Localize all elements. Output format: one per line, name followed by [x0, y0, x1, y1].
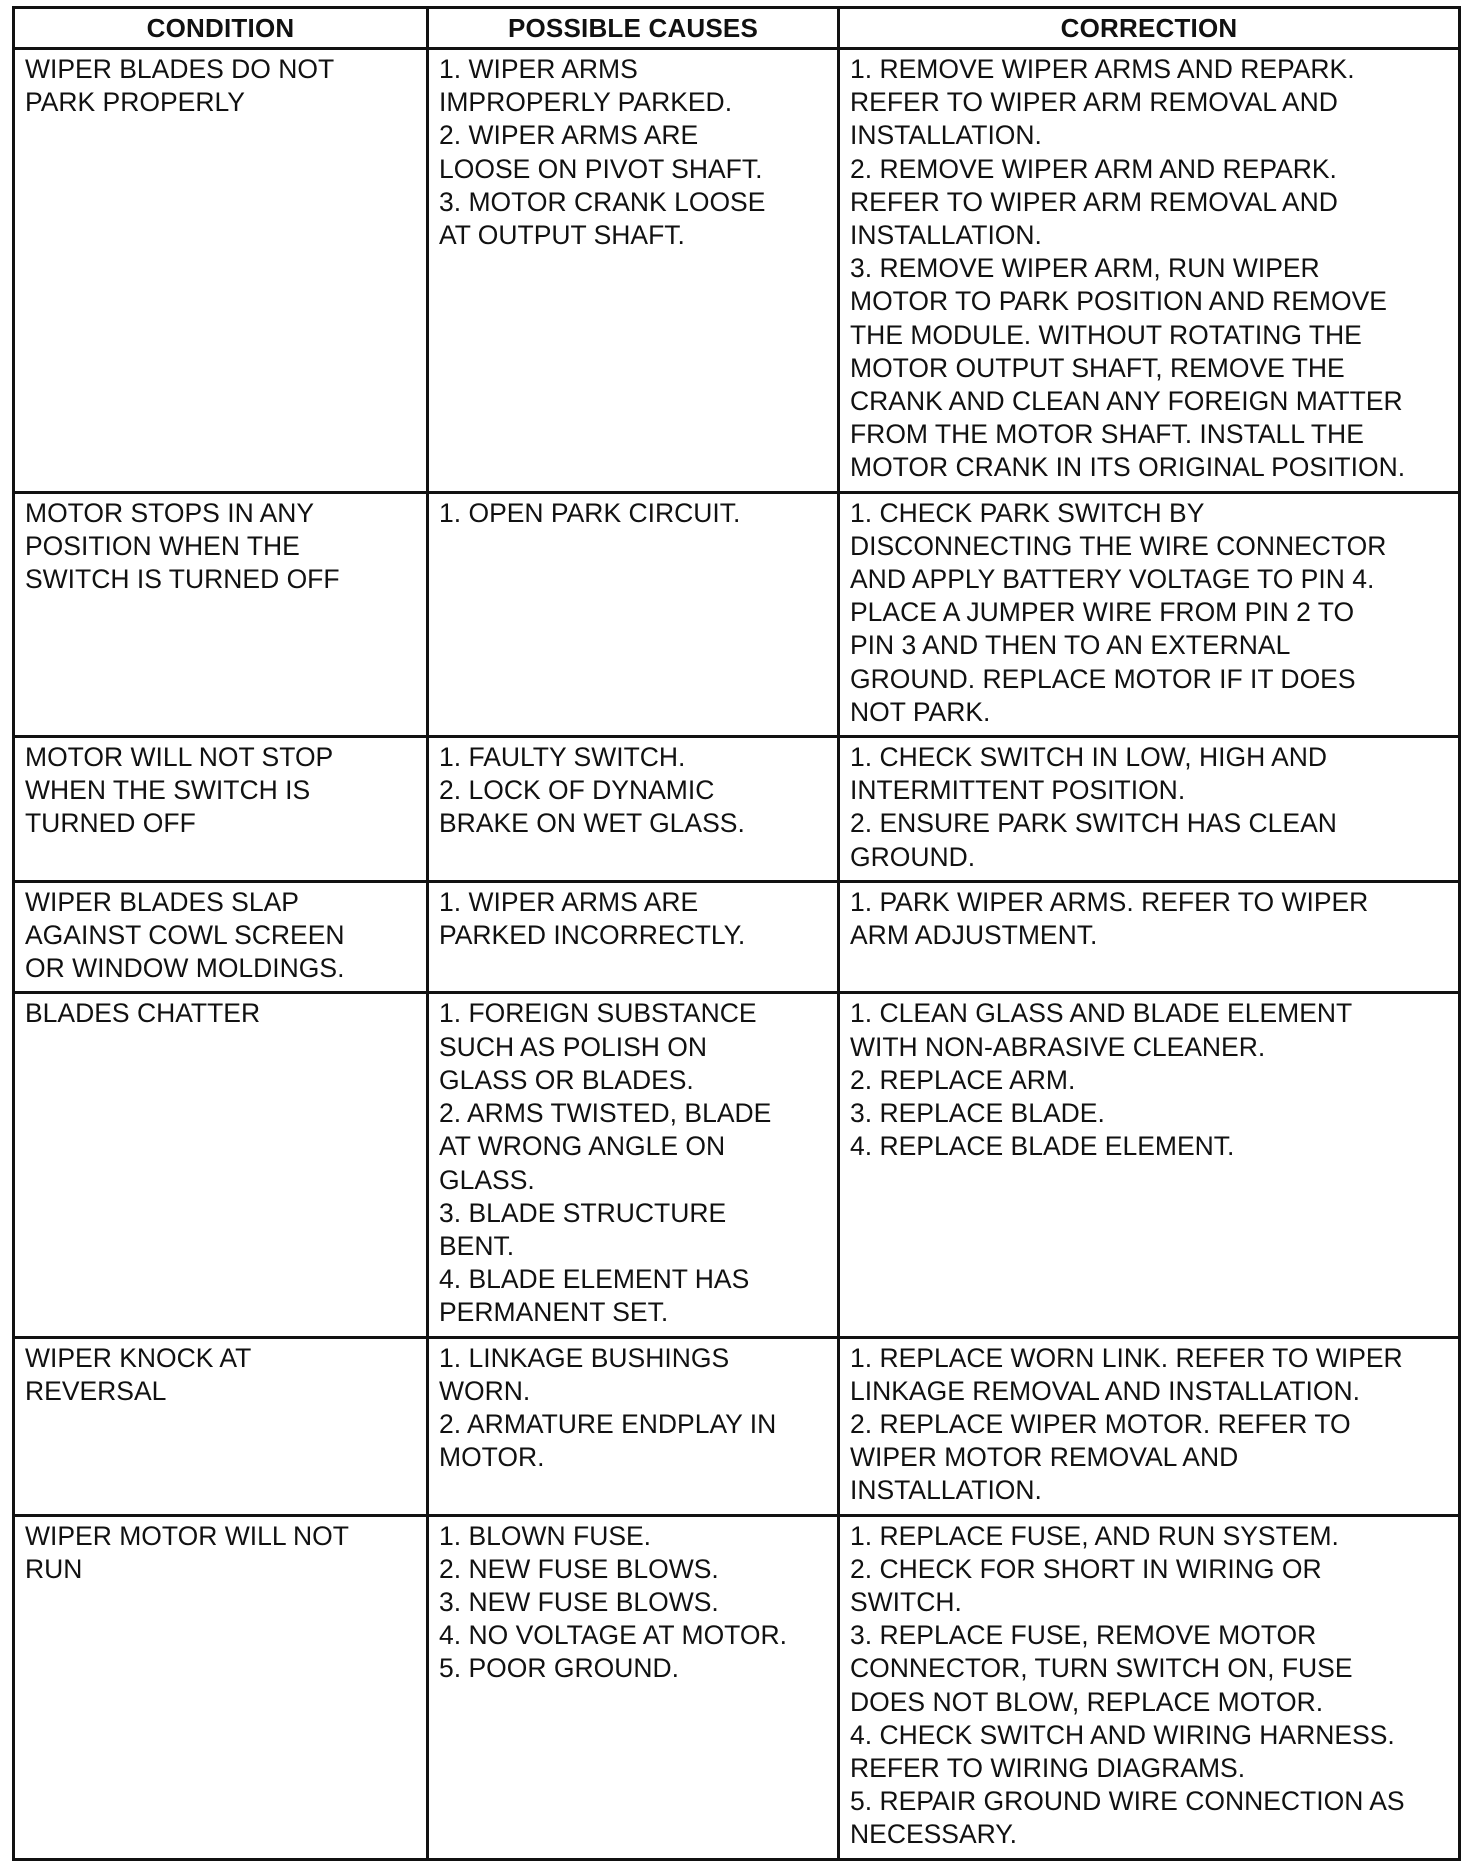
cell-text-line: WIPER BLADES DO NOT — [25, 54, 335, 84]
cell-text-line: BRAKE ON WET GLASS. — [439, 808, 745, 839]
cell-text-line: 3. REPLACE FUSE, REMOVE MOTOR — [850, 1620, 1317, 1651]
cell-text-line: REFER TO WIPER ARM REMOVAL AND — [850, 87, 1338, 118]
cell-text-line: GROUND. — [850, 841, 976, 872]
header-row — [14, 8, 1460, 49]
cell-text-line: TURNED OFF — [25, 808, 196, 839]
cell-text-line: BENT. — [439, 1230, 515, 1261]
troubleshooting-table — [12, 6, 1461, 1861]
correction-cell — [839, 737, 1460, 882]
cell-text-line: 3. NEW FUSE BLOWS. — [439, 1586, 719, 1617]
cell-text-line: FROM THE MOTOR SHAFT. INSTALL THE — [850, 419, 1364, 450]
cell-text-line: 2. REMOVE WIPER ARM AND REPARK. — [850, 153, 1337, 184]
cell-text-line: 5. REPAIR GROUND WIRE CONNECTION AS — [850, 1786, 1405, 1817]
table-row — [14, 993, 1460, 1337]
cell-text-line: DOES NOT BLOW, REPLACE MOTOR. — [850, 1686, 1324, 1717]
cell-text-line: MOTOR TO PARK POSITION AND REMOVE — [850, 286, 1387, 317]
table-row — [14, 49, 1460, 493]
causes-cell — [428, 881, 839, 993]
cell-text-line: WITH NON-ABRASIVE CLEANER. — [850, 1031, 1266, 1062]
cell-text-line: 1. OPEN PARK CIRCUIT. — [439, 497, 741, 528]
cell-text-line: POSITION WHEN THE — [25, 530, 300, 561]
correction-cell — [839, 881, 1460, 993]
cell-text-line: MOTOR WILL NOT STOP — [25, 742, 334, 773]
cell-text-line: 2. CHECK FOR SHORT IN WIRING OR — [850, 1553, 1322, 1584]
cell-text-line: 2. REPLACE WIPER MOTOR. REFER TO — [850, 1408, 1351, 1439]
cell-text-line: WORN. — [439, 1375, 531, 1406]
causes-cell — [428, 492, 839, 736]
cell-text-line: 1. REPLACE WORN LINK. REFER TO WIPER — [850, 1342, 1403, 1373]
cell-text-line: 1. BLOWN FUSE. — [439, 1520, 652, 1551]
cell-text-line: WHEN THE SWITCH IS — [25, 775, 311, 806]
cell-text-line: INTERMITTENT POSITION. — [850, 775, 1186, 806]
condition-cell — [14, 737, 428, 882]
table-row — [14, 1337, 1460, 1515]
cell-text-line: 1. FOREIGN SUBSTANCE — [439, 998, 757, 1029]
cell-text-line: 1. LINKAGE BUSHINGS — [439, 1342, 730, 1373]
cell-text-line: MOTOR. — [439, 1442, 545, 1473]
cell-text-line: AT WRONG ANGLE ON — [439, 1131, 726, 1162]
cell-text-line: AND APPLY BATTERY VOLTAGE TO PIN 4. — [850, 564, 1375, 595]
cell-text-line: 5. POOR GROUND. — [439, 1653, 680, 1684]
cell-text-line: 1. REMOVE WIPER ARMS AND REPARK. — [850, 54, 1355, 84]
cell-text-line: NOT PARK. — [850, 696, 991, 727]
condition-cell — [14, 492, 428, 736]
cell-text-line: ARM ADJUSTMENT. — [850, 920, 1098, 951]
cell-text-line: THE MODULE. WITHOUT ROTATING THE — [850, 319, 1362, 350]
cell-text-line: 1. WIPER ARMS ARE — [439, 886, 699, 917]
cell-text-line: 2. LOCK OF DYNAMIC — [439, 775, 715, 806]
cell-text-line: SUCH AS POLISH ON — [439, 1031, 708, 1062]
cell-text-line: 1. REPLACE FUSE, AND RUN SYSTEM. — [850, 1520, 1339, 1551]
cell-text-line: INSTALLATION. — [850, 220, 1042, 251]
table-row — [14, 1515, 1460, 1859]
header-condition: CONDITION — [14, 8, 428, 49]
cell-text-line: GLASS. — [439, 1164, 535, 1195]
cell-text-line: REFER TO WIPER ARM REMOVAL AND — [850, 186, 1338, 217]
correction-cell — [839, 1515, 1460, 1859]
header-possible-causes: POSSIBLE CAUSES — [428, 8, 839, 49]
cell-text-line: 2. ARMS TWISTED, BLADE — [439, 1098, 772, 1129]
condition-cell — [14, 993, 428, 1337]
cell-text-line: 2. ENSURE PARK SWITCH HAS CLEAN — [850, 808, 1337, 839]
correction-cell — [839, 492, 1460, 736]
causes-cell — [428, 737, 839, 882]
cell-text-line: CRANK AND CLEAN ANY FOREIGN MATTER — [850, 386, 1403, 417]
correction-cell — [839, 1337, 1460, 1515]
cell-text-line: MOTOR CRANK IN ITS ORIGINAL POSITION. — [850, 452, 1406, 483]
cell-text-line: REVERSAL — [25, 1375, 167, 1406]
cell-text-line: AT OUTPUT SHAFT. — [439, 220, 685, 251]
cell-text-line: 2. WIPER ARMS ARE — [439, 120, 699, 151]
causes-cell — [428, 993, 839, 1337]
cell-text-line: 4. REPLACE BLADE ELEMENT. — [850, 1131, 1235, 1162]
cell-text-line: 3. REMOVE WIPER ARM, RUN WIPER — [850, 253, 1320, 284]
header-correction: CORRECTION — [839, 8, 1460, 49]
correction-cell — [839, 993, 1460, 1337]
cell-text-line: RUN — [25, 1553, 83, 1584]
cell-text-line: REFER TO WIRING DIAGRAMS. — [850, 1752, 1246, 1783]
cell-text-line: 1. CHECK SWITCH IN LOW, HIGH AND — [850, 742, 1328, 773]
cell-text-line: 1. CLEAN GLASS AND BLADE ELEMENT — [850, 998, 1353, 1029]
cell-text-line: 1. WIPER ARMS — [439, 54, 638, 84]
cell-text-line: GROUND. REPLACE MOTOR IF IT DOES — [850, 663, 1356, 694]
cell-text-line: WIPER KNOCK AT — [25, 1342, 252, 1373]
cell-text-line: 2. ARMATURE ENDPLAY IN — [439, 1408, 777, 1439]
cell-text-line: PARK PROPERLY — [25, 87, 245, 118]
cell-text-line: 4. CHECK SWITCH AND WIRING HARNESS. — [850, 1719, 1395, 1750]
cell-text-line: WIPER BLADES SLAP — [25, 886, 299, 917]
cell-text-line: 2. NEW FUSE BLOWS. — [439, 1553, 719, 1584]
table-row — [14, 881, 1460, 993]
cell-text-line: SWITCH. — [850, 1586, 962, 1617]
cell-text-line: 1. FAULTY SWITCH. — [439, 742, 686, 773]
cell-text-line: INSTALLATION. — [850, 1475, 1042, 1506]
cell-text-line: WIPER MOTOR WILL NOT — [25, 1520, 349, 1551]
cell-text-line: 3. REPLACE BLADE. — [850, 1098, 1105, 1129]
cell-text-line: INSTALLATION. — [850, 120, 1042, 151]
cell-text-line: NECESSARY. — [850, 1819, 1017, 1850]
cell-text-line: LINKAGE REMOVAL AND INSTALLATION. — [850, 1375, 1361, 1406]
cell-text-line: MOTOR OUTPUT SHAFT, REMOVE THE — [850, 352, 1345, 383]
cell-text-line: SWITCH IS TURNED OFF — [25, 564, 340, 595]
condition-cell — [14, 1337, 428, 1515]
cell-text-line: 3. MOTOR CRANK LOOSE — [439, 186, 766, 217]
cell-text-line: 3. BLADE STRUCTURE — [439, 1197, 727, 1228]
condition-cell — [14, 49, 428, 493]
cell-text-line: MOTOR STOPS IN ANY — [25, 497, 315, 528]
correction-cell — [839, 49, 1460, 493]
cell-text-line: 4. BLADE ELEMENT HAS — [439, 1264, 750, 1295]
causes-cell — [428, 1337, 839, 1515]
condition-cell — [14, 1515, 428, 1859]
cell-text-line: 1. CHECK PARK SWITCH BY — [850, 497, 1205, 528]
cell-text-line: 2. REPLACE ARM. — [850, 1064, 1076, 1095]
cell-text-line: PLACE A JUMPER WIRE FROM PIN 2 TO — [850, 597, 1355, 628]
cell-text-line: GLASS OR BLADES. — [439, 1064, 694, 1095]
causes-cell — [428, 1515, 839, 1859]
cell-text-line: 4. NO VOLTAGE AT MOTOR. — [439, 1620, 788, 1651]
cell-text-line: LOOSE ON PIVOT SHAFT. — [439, 153, 763, 184]
cell-text-line: BLADES CHATTER — [25, 998, 261, 1029]
cell-text-line: PIN 3 AND THEN TO AN EXTERNAL — [850, 630, 1291, 661]
cell-text-line: PARKED INCORRECTLY. — [439, 920, 746, 951]
cell-text-line: PERMANENT SET. — [439, 1297, 669, 1328]
cell-text-line: DISCONNECTING THE WIRE CONNECTOR — [850, 530, 1387, 561]
table-row — [14, 492, 1460, 736]
cell-text-line: WIPER MOTOR REMOVAL AND — [850, 1442, 1239, 1473]
cell-text-line: CONNECTOR, TURN SWITCH ON, FUSE — [850, 1653, 1353, 1684]
cell-text-line: AGAINST COWL SCREEN — [25, 920, 345, 951]
condition-cell — [14, 881, 428, 993]
table-row — [14, 737, 1460, 882]
cell-text-line: OR WINDOW MOLDINGS. — [25, 953, 345, 984]
cell-text-line: IMPROPERLY PARKED. — [439, 87, 733, 118]
cell-text-line: 1. PARK WIPER ARMS. REFER TO WIPER — [850, 886, 1369, 917]
causes-cell — [428, 49, 839, 493]
